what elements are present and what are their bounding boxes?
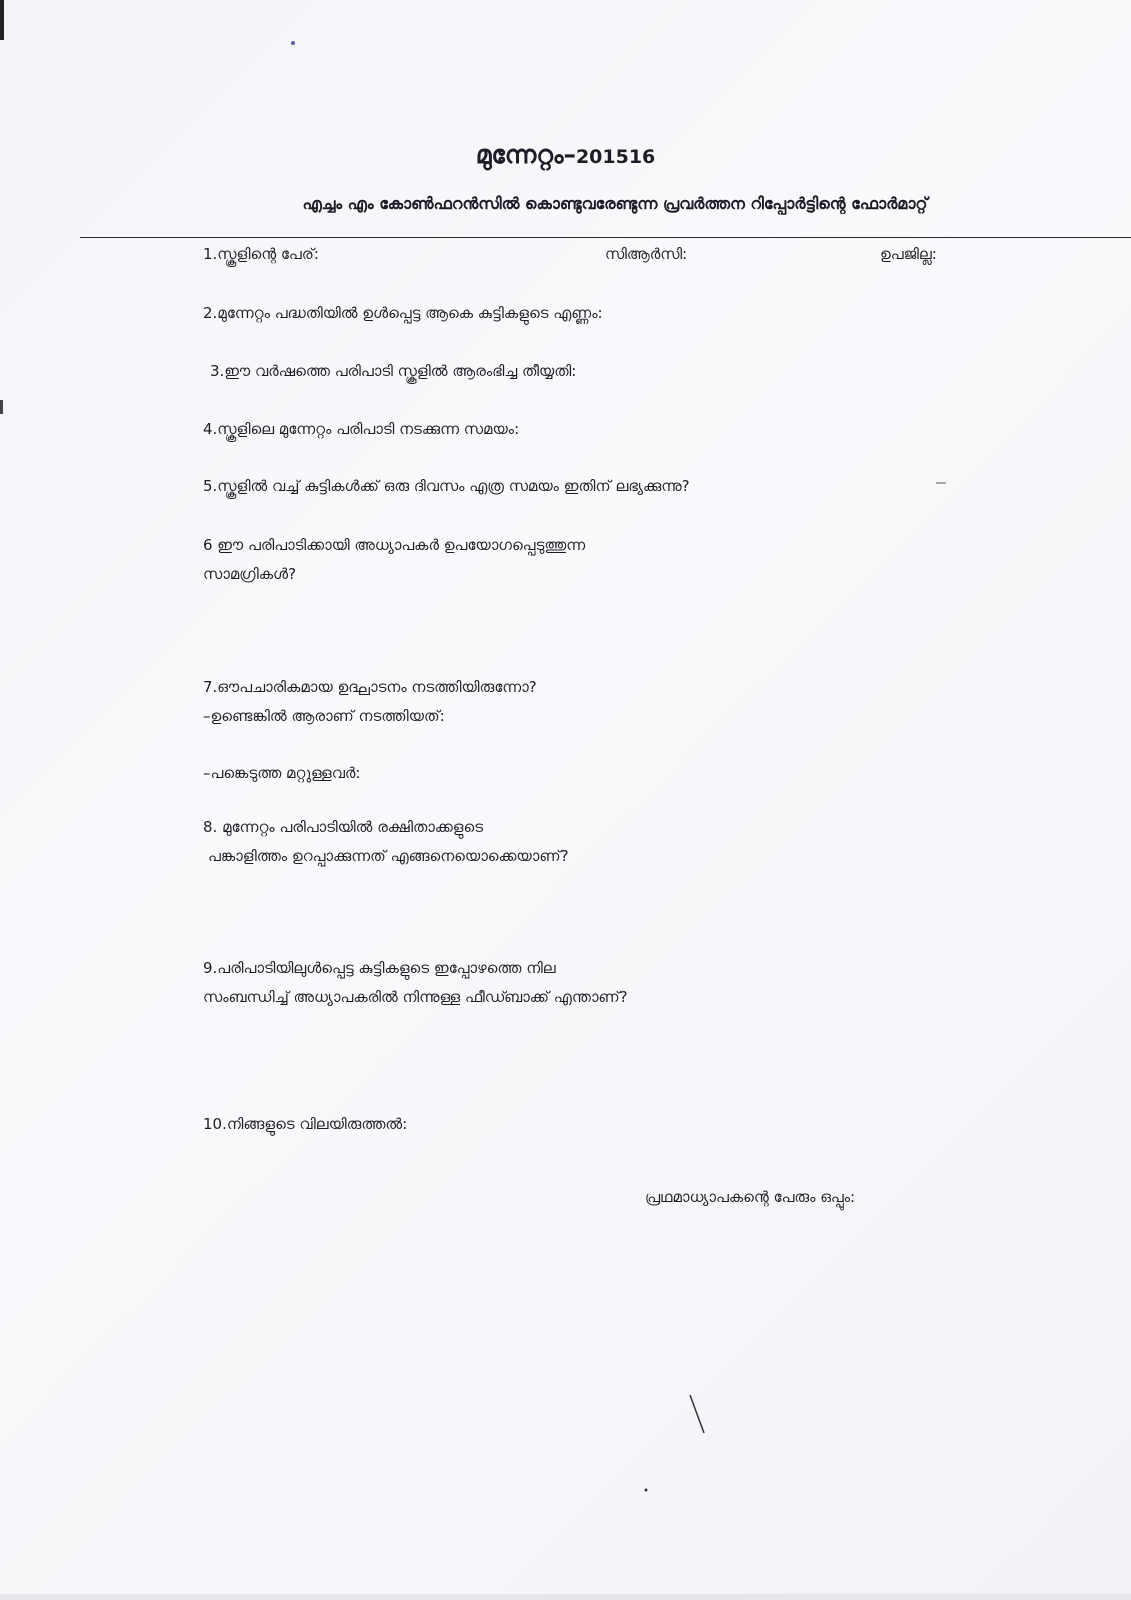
field-crc: സിആർസി: bbox=[605, 245, 688, 263]
question-9-line-2: സംബന്ധിച്ച് അധ്യാപകരിൽ നിന്നുള്ള ഫീഡ്ബാക്ക് എന്താണ്? bbox=[203, 988, 628, 1006]
scan-edge-tick bbox=[0, 400, 3, 414]
question-3: 3.ഈ വർഷത്തെ പരിപാടി സ്കൂളിൽ ആരംഭിച്ച തീയ്യതി: bbox=[210, 362, 577, 380]
question-9-line-1: 9.പരിപാടിയിലുൾപ്പെട്ട കുട്ടികളുടെ ഇപ്പോഴത്തെ നില bbox=[203, 959, 556, 977]
question-2: 2.മുന്നേറ്റം പദ്ധതിയിൽ ഉൾപ്പെട്ട ആകെ കുട്ടികളുടെ എണ്ണം: bbox=[203, 304, 603, 322]
question-5: 5.സ്കൂളിൽ വച്ച് കുട്ടികൾക്ക് ഒരു ദിവസം എത്ര സമയം ഇതിന് ലഭ്യക്കുന്നു? bbox=[203, 477, 690, 495]
ink-speck bbox=[645, 1489, 648, 1492]
question-7-line-3: –പങ്കെടുത്ത മറ്റുള്ളവർ: bbox=[203, 764, 361, 782]
ink-dot bbox=[291, 41, 295, 45]
question-7-line-2: –ഉണ്ടെങ്കിൽ ആരാണ് നടത്തിയത്: bbox=[203, 707, 445, 725]
field-subdistrict: ഉപജില്ല: bbox=[880, 245, 937, 263]
field-school-name: 1.സ്കൂളിന്റെ പേര്: bbox=[203, 245, 319, 263]
document-subtitle: എച്ചം എം കോൺഫറൻസിൽ കൊണ്ടുവരേണ്ടുന്ന പ്രവർത്തന റിപ്പോർട്ടിന്റെ ഫോർമാറ്റ് bbox=[302, 194, 928, 213]
question-8-line-2: പങ്കാളിത്തം ഉറപ്പാക്കുന്നത് എങ്ങനെയൊക്കെയാണ്? bbox=[208, 847, 569, 865]
question-4: 4.സ്കൂളിലെ മുന്നേറ്റം പരിപാടി നടക്കുന്ന സമയം: bbox=[203, 420, 520, 438]
stray-pen-stroke bbox=[690, 1395, 704, 1433]
question-8-line-1: 8. മുന്നേറ്റം പരിപാടിയിൽ രക്ഷിതാക്കളുടെ bbox=[203, 818, 484, 836]
question-10: 10.നിങ്ങളുടെ വിലയിരുത്തൽ: bbox=[203, 1115, 408, 1133]
question-7-line-1: 7.ഔപചാരികമായ ഉദ്ഘാടനം നടത്തിയിരുന്നോ? bbox=[203, 678, 537, 696]
question-6-line-2: സാമഗ്രികൾ? bbox=[203, 565, 297, 583]
question-6-line-1: 6 ഈ പരിപാടിക്കായി അധ്യാപകർ ഉപയോഗപ്പെടുത്തുന്ന bbox=[203, 536, 586, 554]
title-year: 201516 bbox=[575, 146, 656, 168]
title-main: മുന്നേറ്റം– bbox=[475, 140, 576, 169]
signature-label: പ്രഥമാധ്യാപകന്റെ പേരും ഒപ്പും: bbox=[645, 1188, 856, 1206]
scan-bottom-edge bbox=[0, 1594, 1131, 1600]
